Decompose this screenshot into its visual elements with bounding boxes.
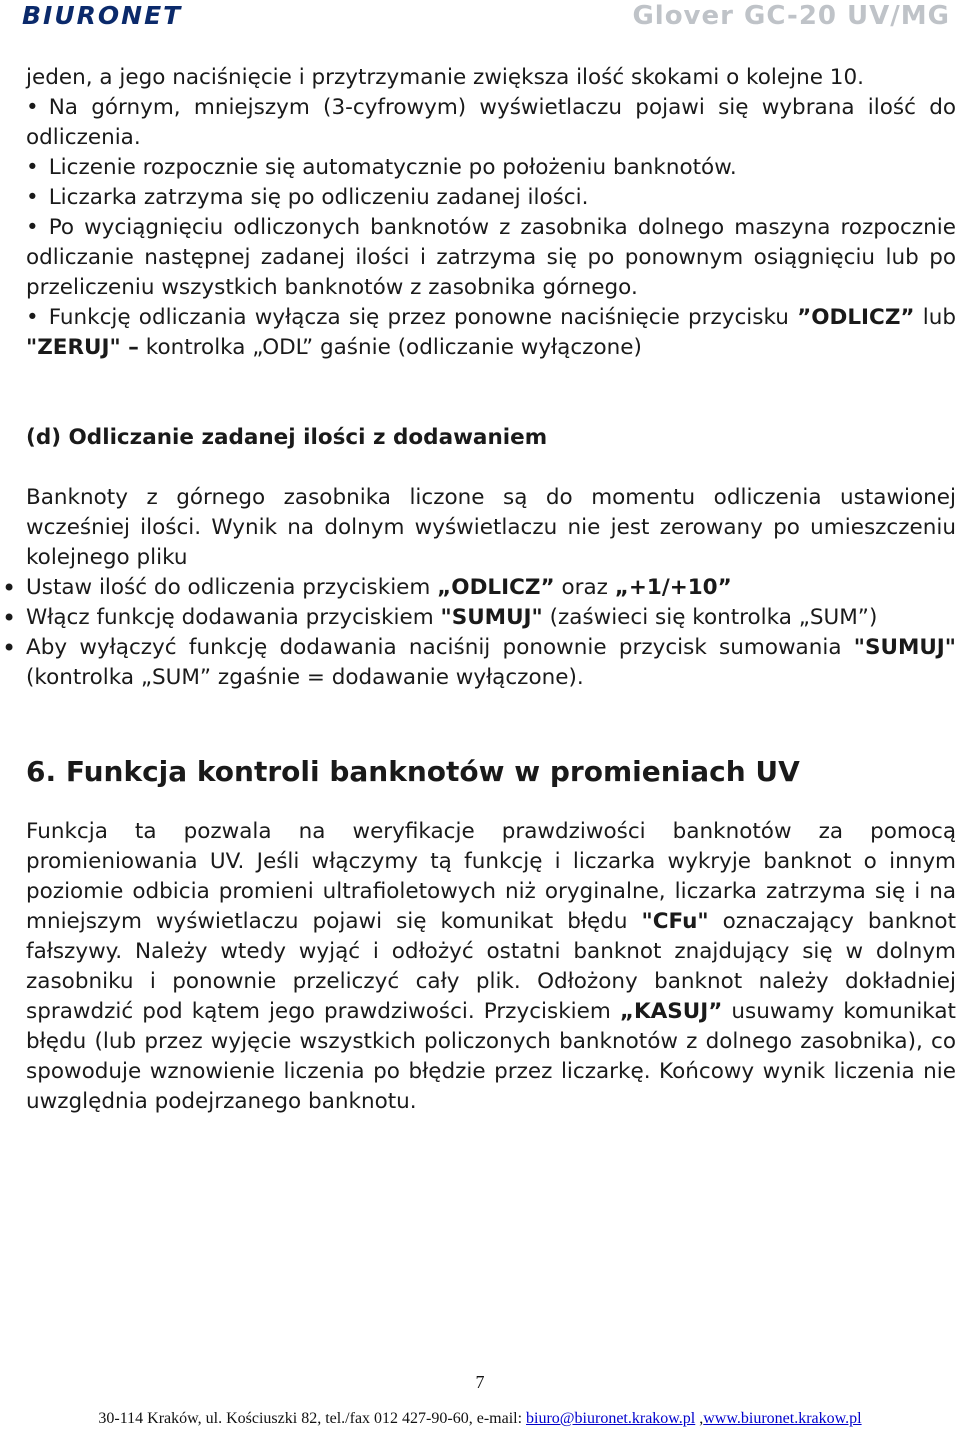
section-heading: 6. Funkcja kontroli banknotów w promieniach UV (26, 755, 800, 788)
email-link[interactable]: biuro@biuronet.krakow.pl (526, 1410, 696, 1427)
page-number: 7 (475, 1372, 485, 1392)
page-footer: 30-114 Kraków, ul. Kościuszki 82, tel./fax 012 427-90-60, e-mail: biuro@biuronet.krakow.pl ,www.biuronet.krakow.pl (98, 1410, 862, 1427)
paragraph: Banknoty z górnego zasobnika liczone są do momentu odliczenia ustawionej wcześniej ilości. Wynik na dolnym wyświetlaczu nie jest zerowany po umieszczeniu kolejnego pliku (26, 485, 956, 570)
company-logo: BIURONET (22, 1, 183, 30)
list-item: • Funkcję odliczania wyłącza się przez ponowne naciśnięcie przycisku ”ODLICZ” lub "ZERUJ" – kontrolka „ODL” gaśnie (odliczanie wyłączone) (26, 303, 956, 363)
model-name: Glover GC-20 UV/MG (632, 1, 950, 31)
list-item: • Po wyciągnięciu odliczonych banknotów z zasobnika dolnego maszyna rozpocznie odliczanie następnej zadanej ilości i zatrzyma się po ponownym osiągnięciu lub po przeliczeniu wszystkich banknotów z zasobnika górnego. (26, 213, 956, 303)
list-item: • Na górnym, mniejszym (3-cyfrowym) wyświetlaczu pojawi się wybrana ilość do odliczenia. (26, 93, 956, 153)
paragraph: Funkcja ta pozwala na weryfikacje prawdziwości banknotów za pomocą promieniowania UV. Jeśli włączymy tą funkcję i liczarka wykryje banknot o innym poziomie odbicia promieni ultrafioletowych niż oryginalne, liczarka zatrzyma się i na mniejszym wyświetlaczu pojawi się komunikat błędu "CFu" oznaczający banknot fałszywy. Należy wtedy wyjąć i odłożyć ostatni banknot znajdujący się w dolnym zasobniku i ponownie przeliczyć cały plik. Odłożony banknot należy dokładniej sprawdzić pod kątem jego prawdziwości. Przyciskiem „KASUJ” usuwamy komunikat błędu (lub przez wyjęcie wszystkich policzonych banknotów z dolnego zasobnika), co spowoduje wznowienie liczenia po błędzie przez liczarkę. Końcowy wynik liczenia nie uwzględnia podejrzanego banknotu. (26, 819, 956, 1114)
bullet-list (26, 573, 956, 693)
continued-text: jeden, a jego naciśnięcie i przytrzymanie zwiększa ilość skokami o kolejne 10. (26, 65, 864, 90)
list-item: • Ustaw ilość do odliczenia przyciskiem „ODLICZ” oraz „+1/+10” (26, 573, 956, 603)
subsection-heading: (d) Odliczanie zadanej ilości z dodawaniem (26, 425, 548, 450)
website-link[interactable]: www.biuronet.krakow.pl (703, 1410, 862, 1427)
list-item: • Liczenie rozpocznie się automatycznie po położeniu banknotów. (26, 153, 956, 183)
footer-address: 30-114 Kraków, ul. Kościuszki 82, tel./fax 012 427-90-60, e-mail: (98, 1410, 527, 1427)
list-item: • Aby wyłączyć funkcję dodawania naciśnij ponownie przycisk sumowania "SUMUJ" (kontrolka „SUM” zgaśnie = dodawanie wyłączone). (26, 633, 956, 693)
document-body (26, 63, 956, 1117)
page-header (0, 0, 960, 36)
list-item: • Włącz funkcję dodawania przyciskiem "SUMUJ" (zaświeci się kontrolka „SUM”) (26, 603, 956, 633)
list-item: • Liczarka zatrzyma się po odliczeniu zadanej ilości. (26, 183, 956, 213)
